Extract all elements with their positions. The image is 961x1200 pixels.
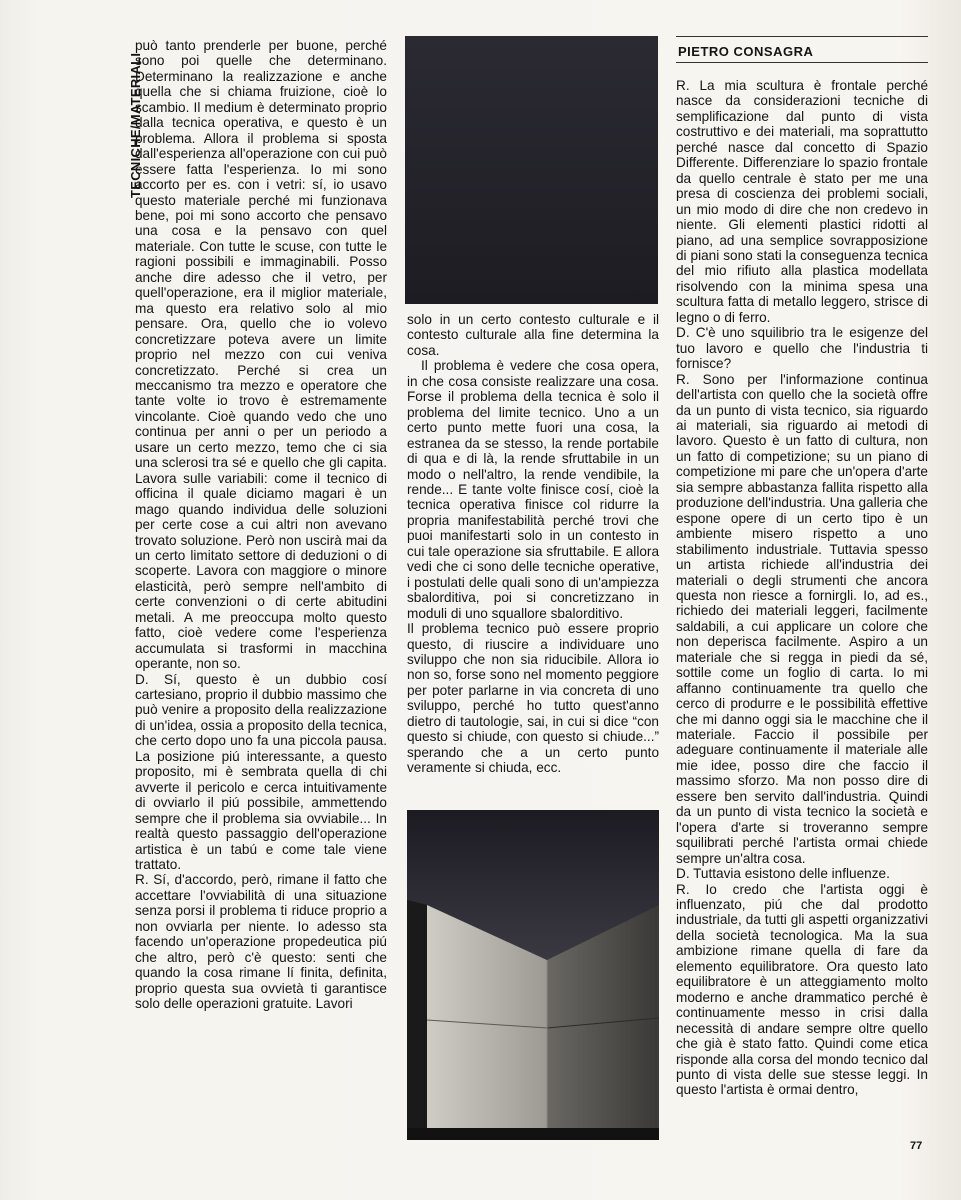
paragraph: D. C'è uno squilibrio tra le esigenze del tuo lavoro e quello che l'industria ti fornisce? — [676, 325, 928, 372]
author-name: PIETRO CONSAGRA — [678, 44, 814, 59]
page-number: 77 — [910, 1140, 923, 1152]
paragraph: Il problema tecnico può essere proprio questo, di riuscire a individuare uno sviluppo che non sia riducibile. Allora io non so, forse sono nel momento peggiore per poter parlarne in via concreta di uno sviluppo, perché ho tutto quest'anno dietro di tautologie, sai, in cui si dice “con questo si chiude, con questo si chiude...” sperando che a un certo punto veramente si chiuda, ecc. — [407, 621, 659, 776]
paragraph: Il problema è vedere che cosa opera, in che cosa consiste realizzare una cosa. Forse il problema della tecnica è solo il problema del limite tecnico. Uno a un certo punto mette fuori una cosa, la estranea da se stesso, la rende portabile di qua e di là, la rende sfruttabile in un modo o nell'altro, la rende vendibile, la rende... E tante volte finisce cosí, cioè la tecnica operativa finisce col ridurre la propria manifestabilità perché trovi che puoi manifestarti solo in un contesto in cui tale operazione sia sfruttabile. E allora vedi che ci sono delle tecniche operative, i postulati delle quali sono di un'ampiezza sbalorditiva, poi si concretizzano in moduli di uno squallore sbalorditivo. — [407, 358, 659, 621]
paragraph: R. Io credo che l'artista oggi è influenzato, piú che dal prodotto industriale, da tutti gli aspetti organizzativi della società tecnologica. Ma la sua ambizione rimane quella di fare da elemento equilibratore. Ora questo lato equilibratore è un atteggiamento molto moderno e anche drammatico perché è continuamente messo in crisi dalla necessità di andare sempre oltre quello che già è stato fatto. Quindi come etica risponde alla corsa del mondo tecnico dal punto di vista delle sue stesse leggi. In questo l'artista è ormai dentro, — [676, 881, 928, 1098]
photo-room-corner — [407, 810, 659, 1140]
photo-dark-panel — [405, 36, 658, 304]
section-label-text: TECNICHE/MATERIALI — [128, 52, 143, 198]
text-column-2 — [407, 312, 659, 776]
text-column-3 — [676, 78, 928, 1098]
paragraph: R. Sono per l'informazione continua dell'artista con quello che la società offre da un punto di vista tecnico, sia riguardo ai materiali, sia riguardo ai metodi di lavoro. Questo è un fatto di cultura, non un fatto di competizione; su un piano di competizione mi pare che un'opera d'arte sia sempre abbastanza fallita rispetto alla produzione dell'industria. Una galleria che espone opere di un certo tipo è un ambiente misero rispetto a uno stabilimento industriale. Tuttavia spesso un artista richiede all'industria dei materiali o degli strumenti che ancora questa non riesce a fornirgli. Io, ad es., richiedo dei materiali leggeri, facilmente saldabili, a cui applicare un colore che non deperisca facilmente. Aspiro a un materiale che si regga in piedi da sé, sottile come un foglio di carta. Io mi affanno continuamente tra quello che cerco di produrre e le possibilità effettive che mi danno oggi sia le macchine che il materiale. Faccio il possibile per adeguare continuamente il materiale alle mie idee, posso dire che faccio il massimo sforzo. Ma non posso dire di essere ben servito dall'industria. Quindi da un punto di vista tecnico la società e l'opera d'arte si troveranno sempre squilibrati perché l'artista ormai chiede sempre un'altra cosa. — [676, 371, 928, 866]
paragraph: D. Sí, questo è un dubbio cosí cartesiano, proprio il dubbio massimo che può venire a proposito della realizzazione di un'idea, ossia a proposito della tecnica, che certo dopo uno fa una piccola pausa. La posizione piú interessante, a questo proposito, mi è sembrata quella di chi avverte il pericolo e cerca intuitivamente di ovviarlo il piú possibile, ammettendo sempre che il problema sia ovviabile... In realtà questo passaggio dell'operazione artistica è un tabú e come tale viene trattato. — [135, 671, 387, 873]
paragraph: può tanto prenderle per buone, perché sono poi quelle che determinano. Determinano la realizzazione e anche quella che si chiama fruizione, cioè lo scambio. Il medium è determinato proprio dalla tecnica operativa, e questo è un problema. Allora il problema si sposta dall'esperienza all'operazione con cui può essere fatta l'esperienza. Io mi sono accorto per es. con i vetri: sí, io usavo questo materiale perché mi funzionava bene, poi mi sono accorto che pensavo una cosa e la pensavo con quel materiale. Con tutte le scuse, con tutte le ragioni possibili e immaginabili. Posso anche dire adesso che il vetro, per quell'operazione, era il miglior materiale, ma questo era relativo solo al mio pensare. Ora, quello che io volevo concretizzare poteva avere un limite proprio nel mezzo con cui veniva concretizzato. Perché si crea un meccanismo tra mezzo e operatore che tante volte io trovo è estremamente vincolante. Cioè quando vedo che uno continua per anni o per un periodo a usare un certo mezzo, temo che ci sia una sclerosi tra sé e quello che gli capita. Lavora sulle variabili: come il tecnico di officina il quale diciamo magari è un mago quando individua delle soluzioni per certe cose a cui altri non avevano trovato soluzione. Però non uscirà mai da un certo limitato settore di deduzioni o di scoperte. Lavora con maggiore o minore elasticità, però sempre nell'ambito di certe convenzioni o di certe abitudini metali. A me preoccupa molto questo fatto, cioè vedere come l'esperienza accumulata si trasformi in macchina operante, non so. — [135, 38, 387, 672]
section-label — [108, 38, 143, 198]
paragraph: D. Tuttavia esistono delle influenze. — [676, 866, 890, 882]
text-column-1 — [135, 38, 387, 1012]
paragraph: R. Sí, d'accordo, però, rimane il fatto che accettare l'ovviabilità di una situazione senza porsi il problema ti riduce proprio a non ovviarla per niente. Io adesso sta facendo un'operazione propedeutica piú che altro, però c'è questo: senti che quando la cosa rimane lí finita, definita, proprio questa sua ovvietà ti garantisce solo delle operazioni gratuite. Lavori — [135, 872, 387, 1012]
header-rule-bottom — [676, 62, 928, 63]
paragraph: R. La mia scultura è frontale perché nasce da considerazioni tecniche di semplificazione dal punto di vista costruttivo e dei materiali, ma soprattutto perché nasce dal concetto di Spazio Differente. Differenziare lo spazio frontale da quello centrale è stato per me una presa di coscienza dei problemi sociali, un mio modo di dire che non credevo in niente. Gli elementi plastici ridotti al piano, ad una semplice sovrapposizione di piani sono stati la conseguenza tecnica del mio rifiuto alla plastica modellata risolvendo con la minima spesa una scultura fatta di metallo leggero, strisce di legno o di ferro. — [676, 78, 928, 325]
paragraph: solo in un certo contesto culturale e il contesto culturale alla fine determina la cosa. — [407, 312, 659, 358]
room-corner-illustration — [407, 810, 659, 1140]
header-rule-top — [676, 36, 928, 37]
